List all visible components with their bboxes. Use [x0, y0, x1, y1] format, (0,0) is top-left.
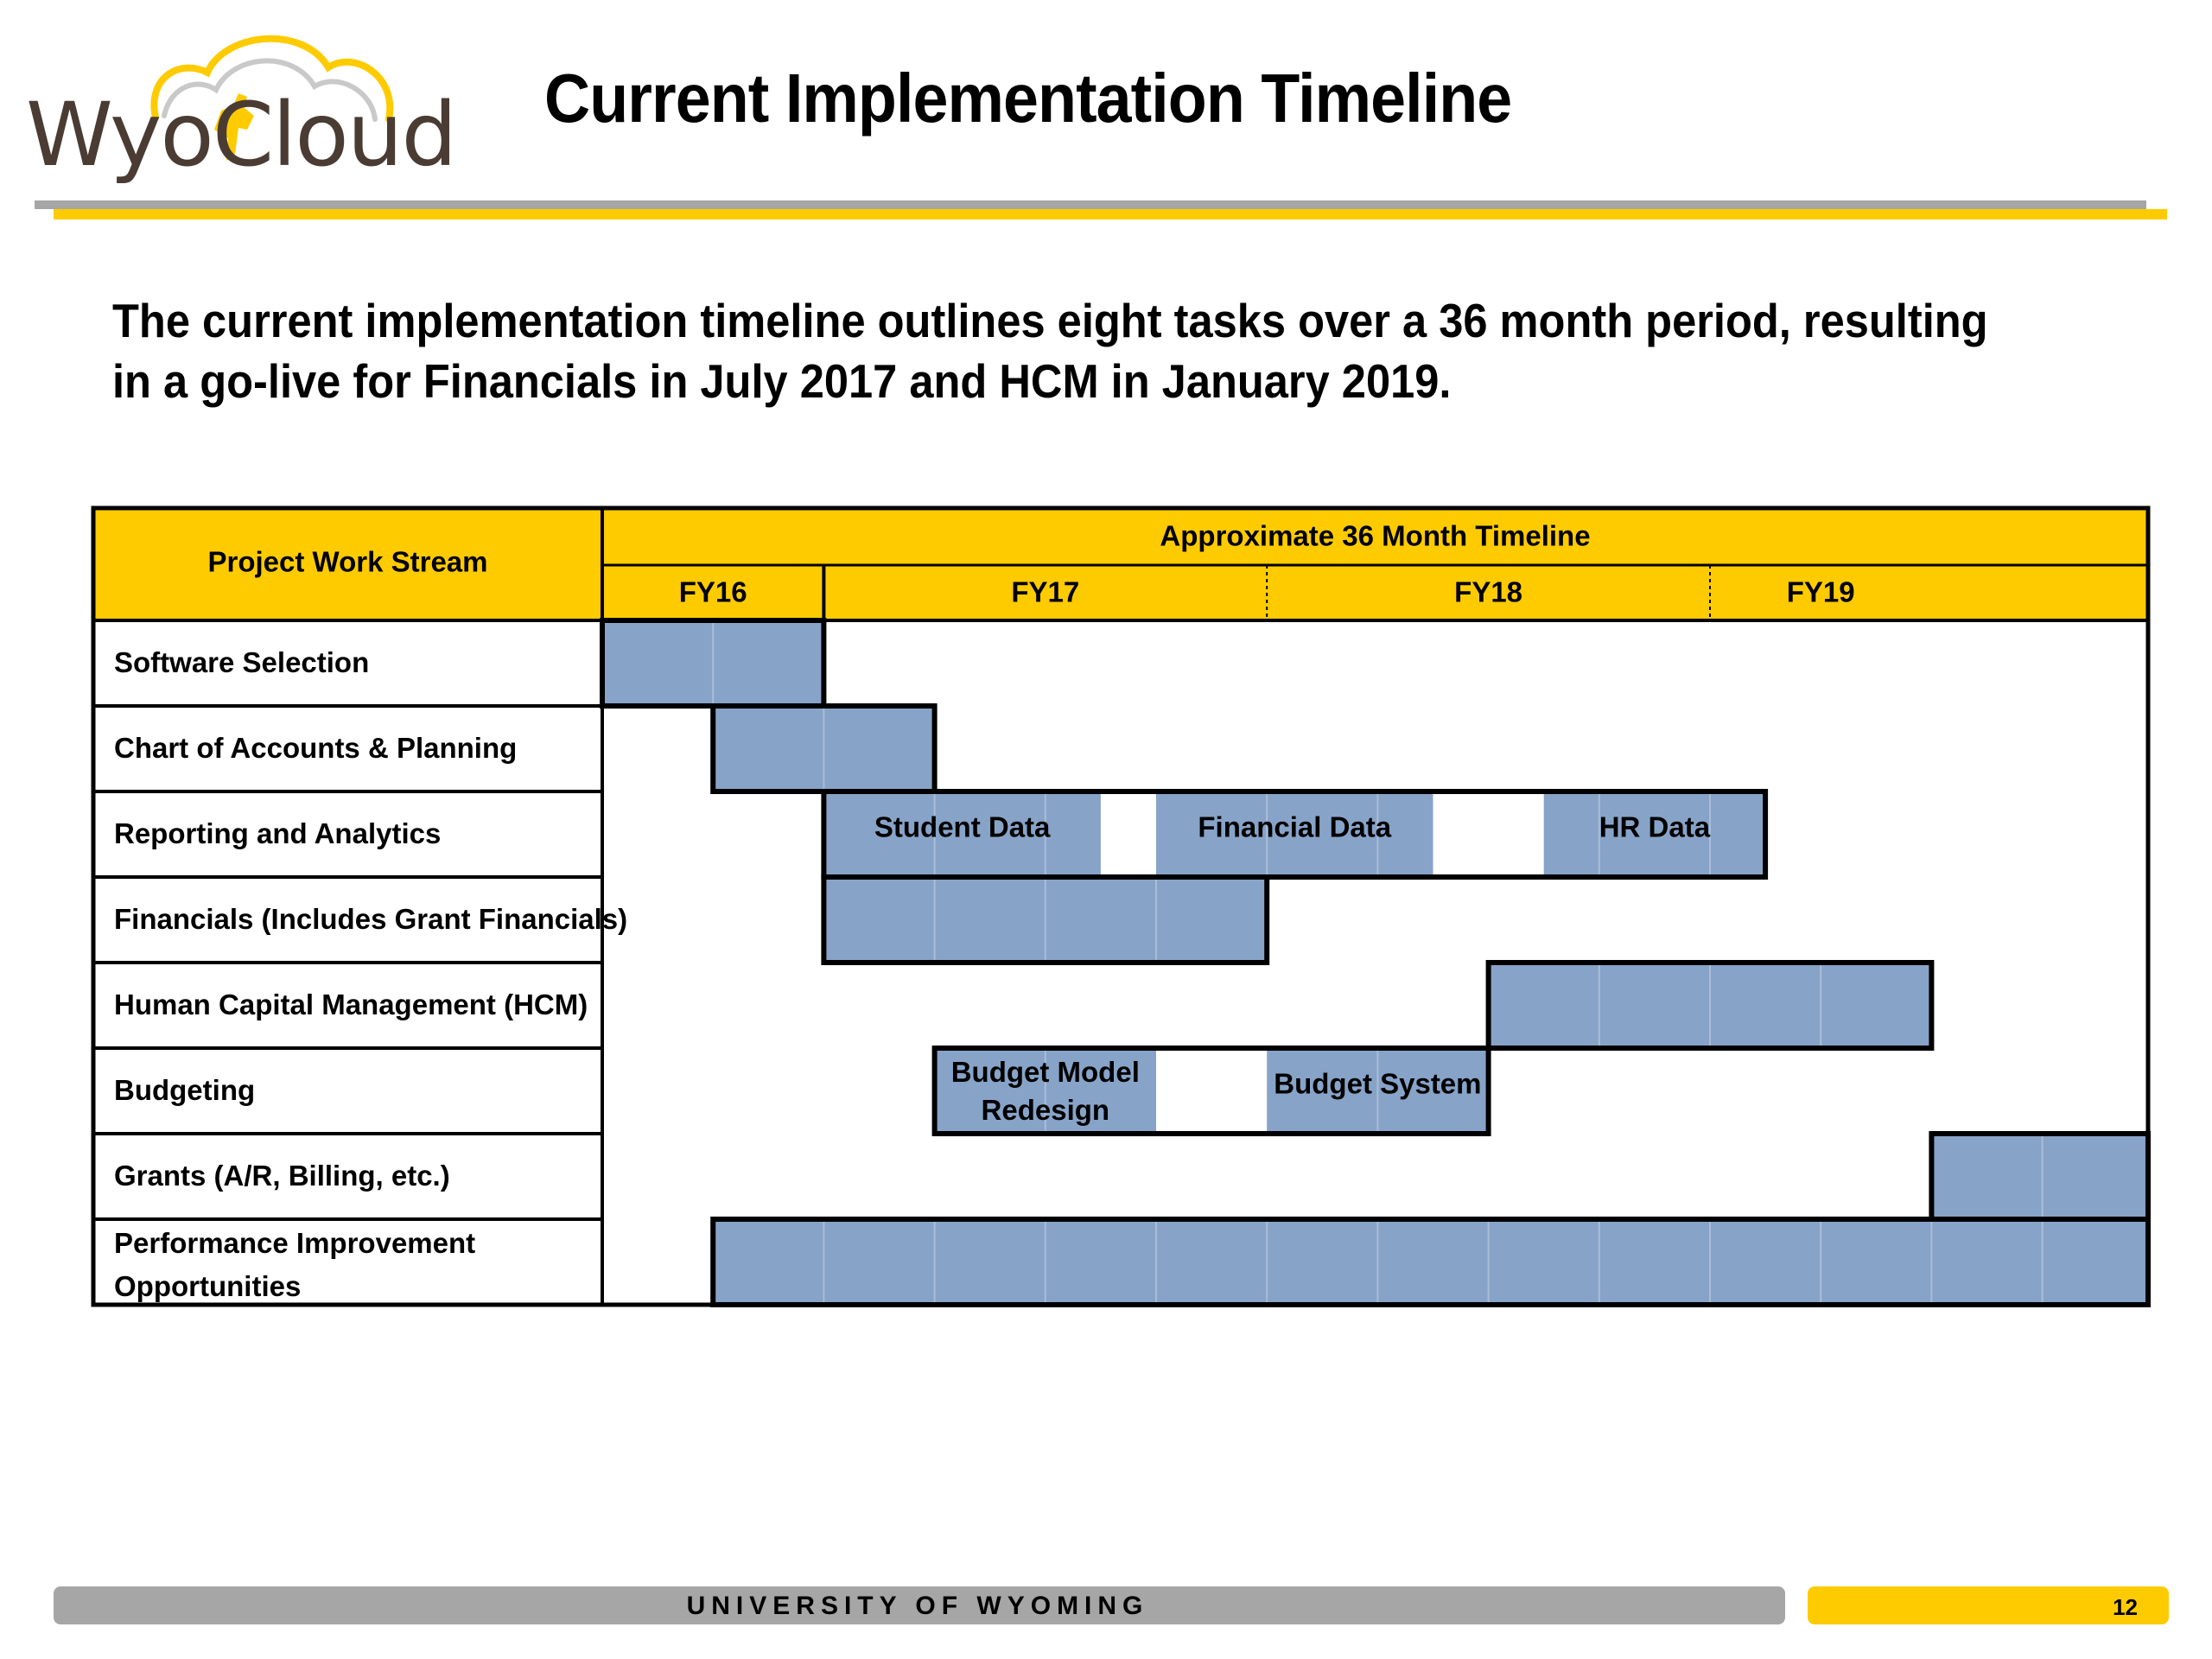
page-number: 12	[2113, 1594, 2138, 1620]
fiscal-year-label: FY18	[1454, 575, 1523, 608]
gantt-bar	[1931, 1134, 2148, 1219]
workstream-label: Budgeting	[114, 1074, 256, 1107]
intro-text: The current implementation timeline outlines eight tasks over a 36 month period, resulting in a go-live for Financials in July 2017 and HCM in January 2019.	[112, 294, 1988, 408]
header-workstream-label: Project Work Stream	[207, 545, 488, 578]
gantt-bar-label: Budget System	[1274, 1067, 1482, 1100]
workstream-label: Grants (A/R, Billing, etc.)	[114, 1160, 450, 1192]
fiscal-year-label: FY19	[1786, 575, 1855, 608]
workstream-label: Human Capital Management (HCM)	[114, 988, 588, 1021]
gantt-bar-label: Financial Data	[1198, 810, 1392, 843]
gantt-bar-label: Budget Model Redesign	[950, 1055, 1140, 1126]
gantt-bar	[713, 1219, 2148, 1305]
fiscal-year-label: FY17	[1011, 575, 1080, 608]
logo-wordmark: WyoCloud	[26, 84, 456, 187]
gantt-bar-label: HR Data	[1599, 810, 1711, 843]
footer-university: UNIVERSITY OF WYOMING	[686, 1592, 1149, 1620]
header-timeline-label: Approximate 36 Month Timeline	[1160, 519, 1591, 552]
gantt-bar-label: Student Data	[874, 810, 1051, 843]
workstream-label: Financials (Includes Grant Financials)	[114, 903, 628, 936]
workstream-label: Software Selection	[114, 646, 370, 679]
workstream-label: Reporting and Analytics	[114, 817, 442, 850]
fiscal-year-label: FY16	[678, 575, 747, 608]
page-title: Current Implementation Timeline	[544, 60, 1512, 137]
workstream-label: Chart of Accounts & Planning	[114, 732, 518, 765]
workstream-label: Performance Improvement Opportunities	[114, 1226, 476, 1302]
